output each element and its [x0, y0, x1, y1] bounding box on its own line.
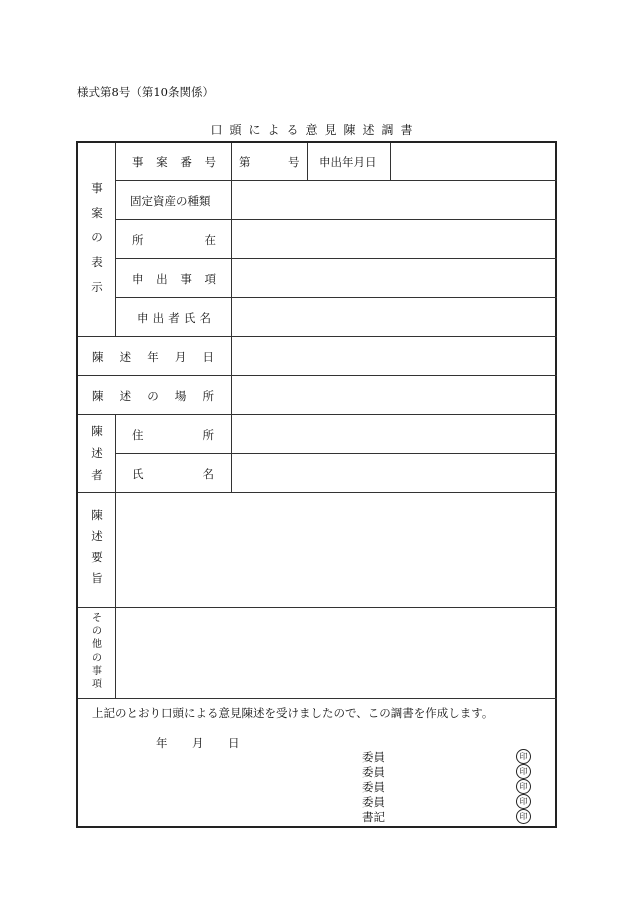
- stater-address-label: 住 所: [132, 428, 214, 442]
- statement-place-label: 陳 述 の 場 所: [92, 389, 214, 403]
- row-divider: [78, 698, 557, 699]
- application-items-label: 申 出 事 項: [132, 272, 216, 286]
- date-day: 日: [228, 736, 240, 750]
- row-divider: [115, 453, 557, 454]
- column-divider: [307, 143, 308, 180]
- location-value[interactable]: [238, 224, 551, 252]
- application-date-value[interactable]: [396, 148, 551, 174]
- stater-name-value[interactable]: [238, 458, 551, 486]
- statement-date-label: 陳 述 年 月 日: [92, 350, 214, 364]
- date-month: 月: [192, 736, 204, 750]
- row-divider: [78, 375, 557, 376]
- stater-address-value[interactable]: [238, 419, 551, 447]
- statement-date-value[interactable]: [238, 341, 551, 369]
- case-number-suffix: 号: [288, 155, 300, 169]
- case-number-label: 事 案 番 号: [132, 155, 216, 169]
- application-date-label: 申出年月日: [319, 155, 377, 169]
- row-divider: [115, 297, 557, 298]
- column-divider: [115, 414, 116, 698]
- other-items-value[interactable]: [122, 614, 552, 692]
- case-number-prefix: 第: [239, 155, 251, 169]
- form-number: 様式第8号（第10条関係）: [77, 85, 214, 99]
- statement-place-value[interactable]: [238, 380, 551, 408]
- applicant-name-value[interactable]: [238, 302, 551, 330]
- other-items-label: そ の 他 の 事 項: [92, 613, 102, 690]
- row-divider: [115, 219, 557, 220]
- asset-type-value[interactable]: [238, 185, 551, 213]
- seal-mark: 印: [516, 764, 531, 779]
- signer-label: 書記: [362, 810, 385, 824]
- signer-label: 委員: [362, 795, 385, 809]
- document-title: 口頭による意見陳述調書: [210, 123, 420, 137]
- seal-mark: 印: [516, 794, 531, 809]
- summary-value[interactable]: [122, 499, 552, 599]
- stater-name-label: 氏 名: [132, 467, 214, 481]
- row-divider: [78, 607, 557, 608]
- row-divider: [78, 414, 557, 415]
- row-divider: [115, 180, 557, 181]
- row-divider: [115, 258, 557, 259]
- seal-mark: 印: [516, 749, 531, 764]
- column-divider: [115, 143, 116, 336]
- applicant-name-label: 申 出 者 氏 名: [137, 311, 211, 325]
- stater-group-label: 陳 述 者: [91, 424, 103, 482]
- application-items-value[interactable]: [238, 263, 551, 291]
- location-label: 所 在: [132, 233, 216, 247]
- column-divider: [231, 143, 232, 492]
- seal-mark: 印: [516, 779, 531, 794]
- summary-label: 陳 述 要 旨: [91, 508, 103, 586]
- case-group-label: 事 案 の 表 示: [91, 181, 103, 294]
- row-divider: [78, 492, 557, 493]
- signer-label: 委員: [362, 780, 385, 794]
- case-number-value[interactable]: [253, 154, 283, 168]
- closing-statement: 上記のとおり口頭による意見陳述を受けましたので、この調書を作成します。: [92, 706, 494, 720]
- date-year: 年: [156, 736, 168, 750]
- row-divider: [78, 336, 557, 337]
- seal-mark: 印: [516, 809, 531, 824]
- statement-form-table: [76, 141, 557, 828]
- signer-label: 委員: [362, 750, 385, 764]
- column-divider: [390, 143, 391, 180]
- signer-label: 委員: [362, 765, 385, 779]
- asset-type-label: 固定資産の種類: [130, 194, 211, 208]
